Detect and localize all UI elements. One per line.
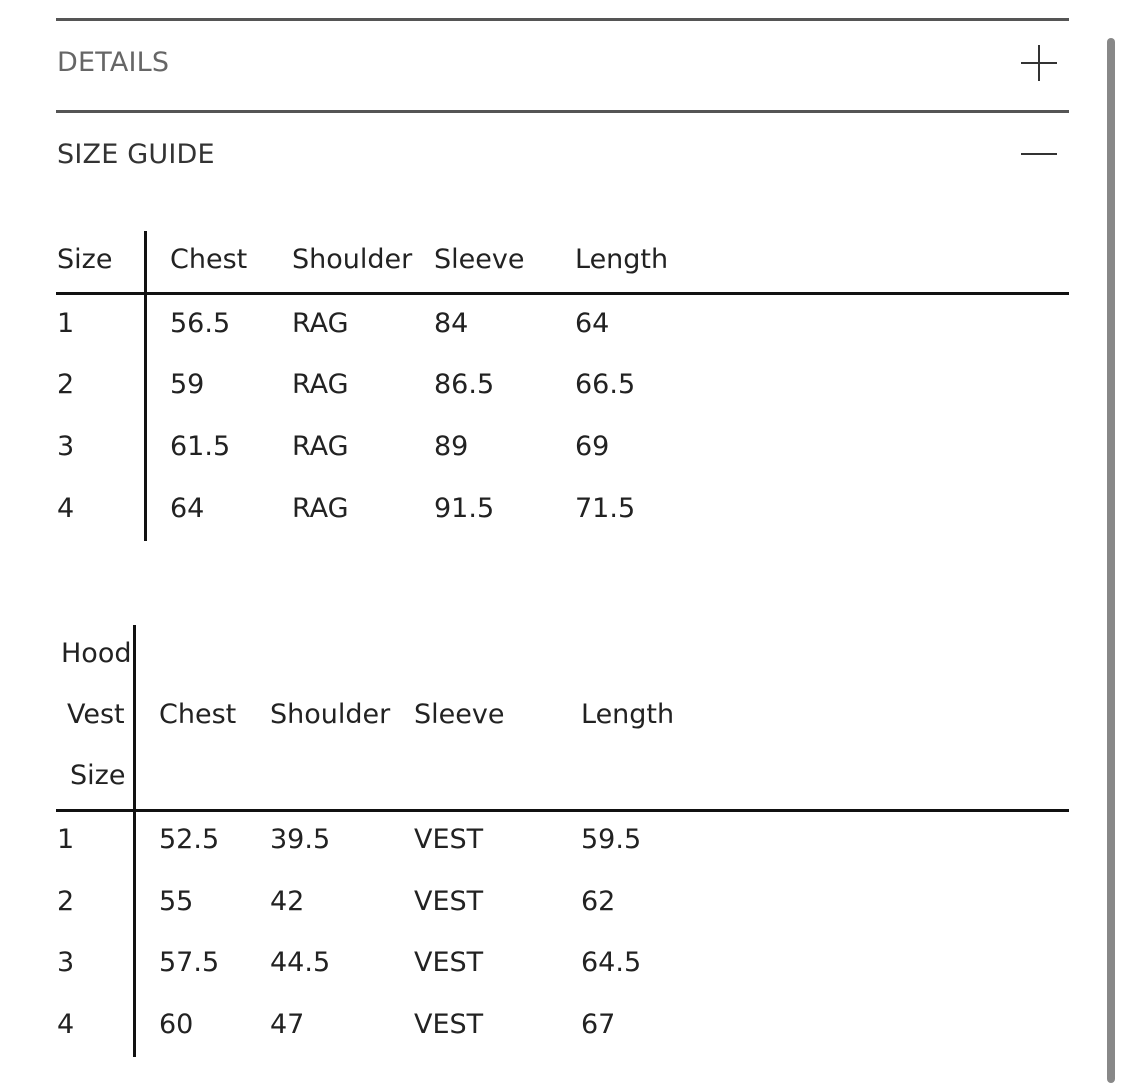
table2-cell: VEST bbox=[414, 1009, 484, 1040]
table2-cell: 1 bbox=[57, 824, 75, 855]
table2-cell: VEST bbox=[414, 824, 484, 855]
table1-cell: RAG bbox=[292, 369, 349, 400]
table1-cell: 61.5 bbox=[170, 431, 231, 462]
table2-cell: 39.5 bbox=[270, 824, 331, 855]
details-divider bbox=[56, 110, 1069, 113]
table1-cell: 1 bbox=[57, 308, 75, 339]
table1-cell: 91.5 bbox=[434, 493, 495, 524]
details-accordion-title[interactable]: DETAILS bbox=[57, 47, 170, 78]
top-divider bbox=[56, 18, 1069, 21]
table1-cell: RAG bbox=[292, 493, 349, 524]
table1-cell: 56.5 bbox=[170, 308, 231, 339]
table1-cell: 4 bbox=[57, 493, 75, 524]
table2-cell: 2 bbox=[57, 886, 75, 917]
table1-cell: 66.5 bbox=[575, 369, 636, 400]
table2-cell: VEST bbox=[414, 886, 484, 917]
table2-cell: 47 bbox=[270, 1009, 305, 1040]
table1-cell: 64 bbox=[170, 493, 205, 524]
table1-cell: 84 bbox=[434, 308, 469, 339]
table1-cell: 59 bbox=[170, 369, 205, 400]
table1-header-size: Size bbox=[57, 244, 113, 275]
table1-cell: 2 bbox=[57, 369, 75, 400]
table2-cell: 4 bbox=[57, 1009, 75, 1040]
table1-vertical-divider bbox=[144, 231, 147, 541]
table1-cell: RAG bbox=[292, 431, 349, 462]
minus-icon[interactable] bbox=[1021, 136, 1057, 172]
table2-header-divider bbox=[56, 809, 1069, 812]
plus-icon[interactable] bbox=[1021, 45, 1057, 81]
table2-cell: 3 bbox=[57, 947, 75, 978]
table2-header-size-line2: Vest bbox=[67, 699, 125, 730]
table2-cell: 59.5 bbox=[581, 824, 642, 855]
table2-cell: 42 bbox=[270, 886, 305, 917]
table1-header-shoulder: Shoulder bbox=[292, 244, 413, 275]
table2-header-length: Length bbox=[581, 699, 675, 730]
table2-cell: 64.5 bbox=[581, 947, 642, 978]
table2-cell: 60 bbox=[159, 1009, 194, 1040]
table1-cell: 71.5 bbox=[575, 493, 636, 524]
size-guide-accordion-title[interactable]: SIZE GUIDE bbox=[57, 139, 215, 170]
table1-cell: 64 bbox=[575, 308, 610, 339]
table2-header-sleeve: Sleeve bbox=[414, 699, 505, 730]
table1-cell: RAG bbox=[292, 308, 349, 339]
table1-cell: 86.5 bbox=[434, 369, 495, 400]
table2-cell: 44.5 bbox=[270, 947, 331, 978]
table1-cell: 69 bbox=[575, 431, 610, 462]
table2-cell: 67 bbox=[581, 1009, 616, 1040]
table2-vertical-divider bbox=[133, 625, 136, 1057]
table1-cell: 89 bbox=[434, 431, 469, 462]
table2-cell: VEST bbox=[414, 947, 484, 978]
table2-cell: 52.5 bbox=[159, 824, 220, 855]
table2-cell: 55 bbox=[159, 886, 194, 917]
table1-header-chest: Chest bbox=[170, 244, 248, 275]
table1-cell: 3 bbox=[57, 431, 75, 462]
table2-header-size-line1: Hood bbox=[61, 638, 132, 669]
table2-header-chest: Chest bbox=[159, 699, 237, 730]
scrollbar[interactable] bbox=[1107, 38, 1115, 1083]
table2-header-size-line3: Size bbox=[70, 760, 126, 791]
table2-header-shoulder: Shoulder bbox=[270, 699, 391, 730]
table1-header-length: Length bbox=[575, 244, 669, 275]
table2-cell: 62 bbox=[581, 886, 616, 917]
table1-header-divider bbox=[56, 292, 1069, 295]
table1-header-sleeve: Sleeve bbox=[434, 244, 525, 275]
table2-cell: 57.5 bbox=[159, 947, 220, 978]
